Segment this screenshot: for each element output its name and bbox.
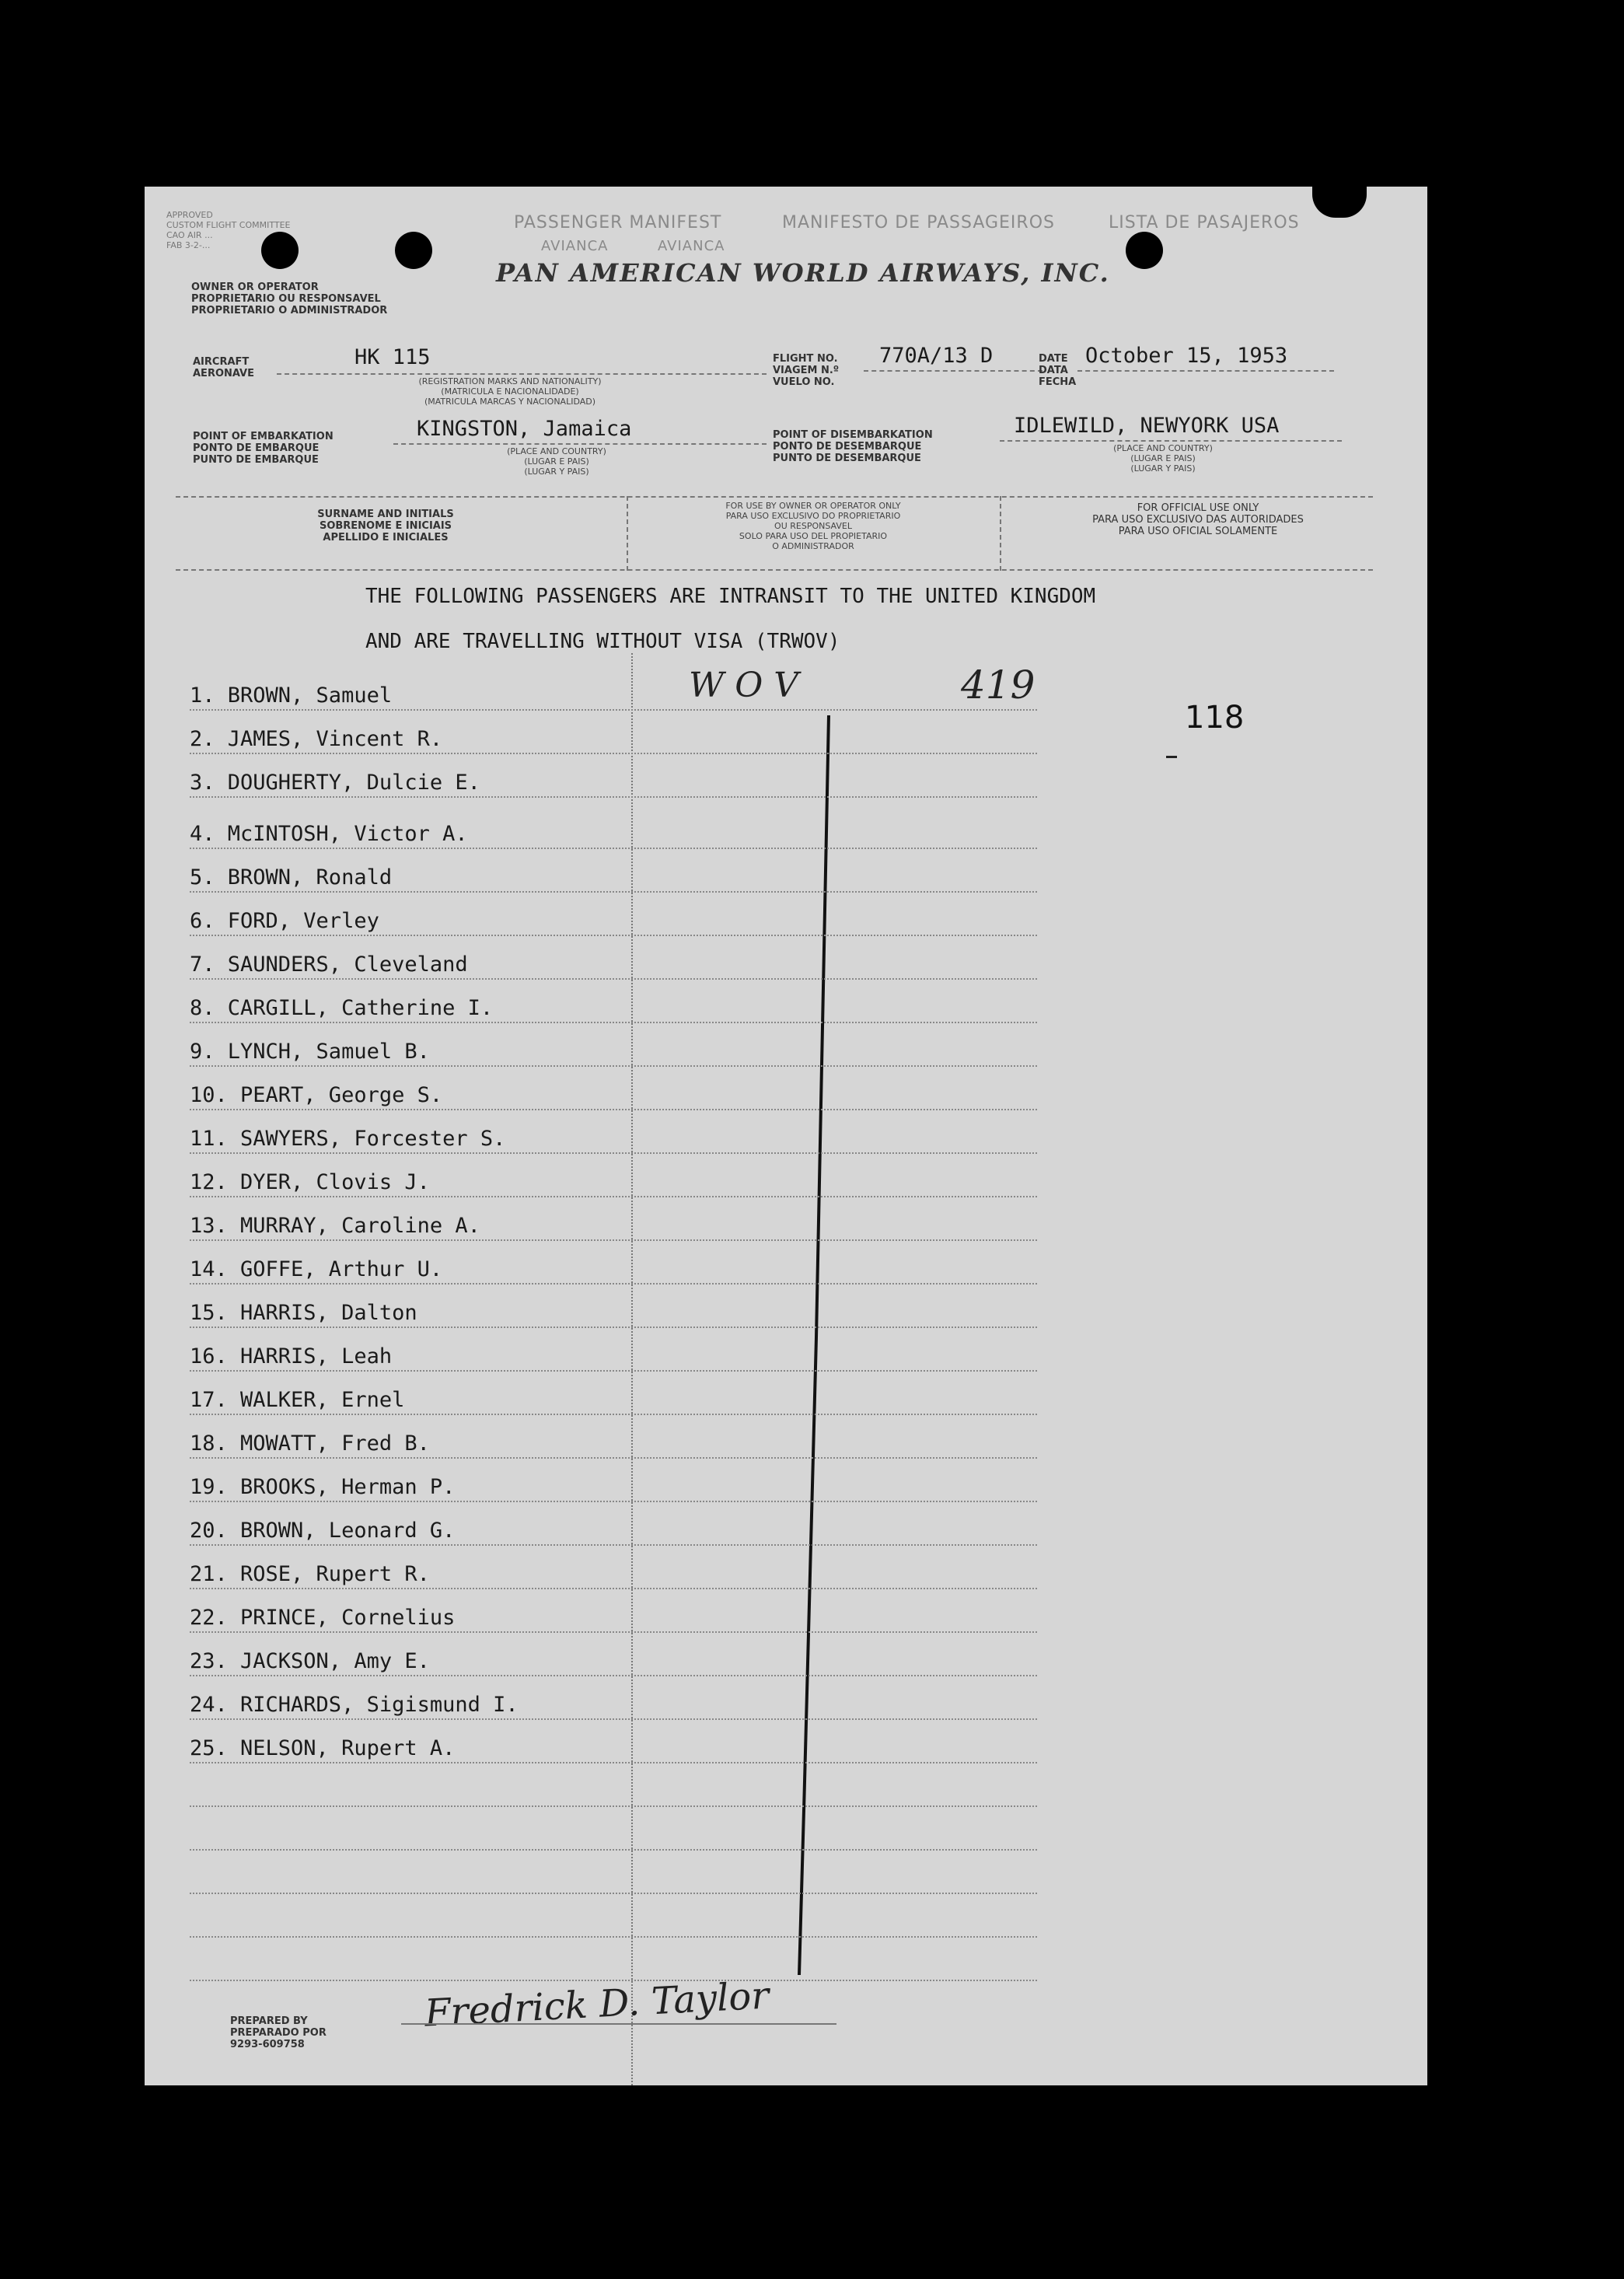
aircraft-sub-line: (MATRICULA MARCAS Y NACIONALIDAD) [424, 397, 596, 407]
punch-hole [1312, 187, 1367, 218]
passenger-row [190, 1197, 1037, 1241]
disembark-label [773, 429, 933, 464]
passenger-name: 2. JAMES, Vincent R. [190, 727, 443, 751]
disembark-sub [1077, 443, 1249, 474]
aircraft-label-pt: AERONAVE [193, 368, 255, 379]
embark-sub-line: (PLACE AND COUNTRY) [507, 446, 606, 456]
approved-line: CUSTOM FLIGHT COMMITTEE [166, 220, 291, 230]
approved-block [166, 210, 291, 250]
passenger-row [190, 1546, 1037, 1589]
col2-header-line: SOLO PARA USO DEL PROPIETARIO [739, 531, 888, 541]
aircraft-value: HK 115 [354, 345, 431, 369]
passenger-row [190, 1720, 1037, 1763]
passenger-row [190, 893, 1037, 936]
owner-label-en: OWNER OR OPERATOR [191, 281, 319, 293]
col2-header-line: O ADMINISTRADOR [772, 541, 854, 551]
aircraft-label [193, 356, 254, 379]
company-name: PAN AMERICAN WORLD AIRWAYS, INC. [496, 258, 1110, 288]
col2-header [642, 501, 984, 551]
flight-label [773, 353, 839, 388]
col1-header-pt: SOBRENOME E INICIAIS [319, 520, 452, 532]
col1-header [253, 509, 518, 544]
prepared-label [230, 2015, 327, 2050]
disembark-value: IDLEWILD, NEWYORK USA [1014, 414, 1280, 438]
flight-rule [864, 370, 1043, 372]
passenger-row [190, 1285, 1037, 1328]
empty-row [190, 1807, 1037, 1851]
passenger-name: 25. NELSON, Rupert A. [190, 1736, 456, 1760]
passenger-row [190, 1154, 1037, 1197]
signature: Fredrick D. Taylor [423, 1973, 770, 2036]
owner-label-pt: PROPRIETARIO OU RESPONSAVEL [191, 293, 381, 305]
date-label-en: DATE [1039, 353, 1068, 365]
embark-sub-line: (LUGAR Y PAIS) [524, 467, 589, 477]
passenger-name: 18. MOWATT, Fred B. [190, 1431, 430, 1456]
col1-header-es: APELLIDO E INICIALES [323, 532, 449, 544]
passenger-row [190, 1110, 1037, 1154]
avianca-label: AVIANCA [658, 238, 725, 254]
passenger-row [190, 1676, 1037, 1720]
date-rule [1077, 370, 1334, 372]
col3-header-es: PARA USO OFICIAL SOLAMENTE [1118, 526, 1278, 537]
aircraft-sub-line: (MATRICULA E NACIONALIDADE) [441, 386, 579, 397]
passenger-row [190, 1328, 1037, 1372]
date-label [1039, 353, 1076, 388]
passenger-row [190, 980, 1037, 1023]
embark-label-en: POINT OF EMBARKATION [193, 431, 334, 442]
wov-annotation: W O V [689, 666, 799, 705]
passenger-row [190, 667, 1037, 711]
manifest-page [145, 187, 1427, 2085]
manifest-title: PASSENGER MANIFEST [514, 213, 722, 232]
passenger-name: 13. MURRAY, Caroline A. [190, 1214, 480, 1238]
aircraft-sub-line: (REGISTRATION MARKS AND NATIONALITY) [418, 376, 602, 386]
date-label-es: FECHA [1039, 376, 1077, 388]
approved-line: APPROVED [166, 210, 213, 220]
passenger-row [190, 936, 1037, 980]
avianca-label: AVIANCA [541, 238, 609, 254]
col3-header-en: FOR OFFICIAL USE ONLY [1137, 502, 1259, 514]
empty-row [190, 1938, 1037, 1981]
punch-hole [395, 232, 432, 269]
col3-header [1023, 502, 1373, 537]
passenger-row [190, 1372, 1037, 1415]
approved-line: FAB 3-2-... [166, 240, 211, 250]
annotation-419: 419 [961, 662, 1036, 708]
col2-header-line: PARA USO EXCLUSIVO DO PROPRIETARIO [725, 511, 901, 521]
aircraft-rule [277, 373, 767, 375]
passenger-name: 9. LYNCH, Samuel B. [190, 1040, 430, 1064]
passenger-row [190, 754, 1037, 798]
passenger-row [190, 1023, 1037, 1067]
passenger-name: 17. WALKER, Ernel [190, 1388, 405, 1412]
passenger-name: 10. PEART, George S. [190, 1083, 443, 1107]
passenger-name: 23. JACKSON, Amy E. [190, 1649, 430, 1673]
owner-label [191, 281, 387, 316]
embark-rule [393, 443, 767, 445]
passenger-name: 11. SAWYERS, Forcester S. [190, 1127, 506, 1151]
form-number: 9293-609758 [230, 2039, 305, 2050]
passenger-row [190, 849, 1037, 893]
passenger-row [190, 1067, 1037, 1110]
passenger-name: 24. RICHARDS, Sigismund I. [190, 1693, 519, 1717]
embark-sub-line: (LUGAR E PAIS) [524, 456, 589, 467]
annotation-118: 118 [1185, 700, 1245, 736]
punch-hole [1126, 232, 1163, 269]
passenger-name: 12. DYER, Clovis J. [190, 1170, 430, 1194]
disembark-sub-line: (LUGAR Y PAIS) [1130, 463, 1196, 474]
owner-label-es: PROPRIETARIO O ADMINISTRADOR [191, 305, 388, 316]
passenger-name: 20. BROWN, Leonard G. [190, 1519, 456, 1543]
disembark-label-en: POINT OF DISEMBARKATION [773, 429, 933, 441]
empty-row [190, 1851, 1037, 1894]
passenger-row [190, 711, 1037, 754]
passenger-name: 21. ROSE, Rupert R. [190, 1562, 430, 1586]
passenger-name: 15. HARRIS, Dalton [190, 1301, 417, 1325]
notice-line-2: AND ARE TRAVELLING WITHOUT VISA (TRWOV) [365, 630, 840, 653]
passenger-row [190, 806, 1037, 849]
flight-label-pt: VIAGEM N.º [773, 365, 840, 376]
column-divider [627, 496, 628, 571]
header-top-rule [176, 496, 1373, 498]
passenger-name: 4. McINTOSH, Victor A. [190, 822, 468, 846]
passenger-name: 1. BROWN, Samuel [190, 683, 393, 708]
signature-rule [401, 2023, 836, 2025]
passenger-row [190, 1459, 1037, 1502]
passenger-row [190, 1241, 1037, 1285]
passenger-name: 8. CARGILL, Catherine I. [190, 996, 494, 1020]
manifest-title-es: LISTA DE PASAJEROS [1109, 213, 1300, 232]
passenger-name: 22. PRINCE, Cornelius [190, 1606, 456, 1630]
flight-label-en: FLIGHT NO. [773, 353, 838, 365]
embark-label [193, 431, 334, 466]
manifest-title-pt: MANIFESTO DE PASSAGEIROS [782, 213, 1055, 232]
passenger-row [190, 1502, 1037, 1546]
passenger-name: 16. HARRIS, Leah [190, 1344, 393, 1368]
disembark-label-pt: PONTO DE DESEMBARQUE [773, 441, 922, 453]
date-value: October 15, 1953 [1085, 344, 1288, 368]
annotation-dash [1166, 756, 1177, 758]
passenger-name: 3. DOUGHERTY, Dulcie E. [190, 771, 480, 795]
col1-header-en: SURNAME AND INITIALS [317, 509, 454, 520]
passenger-name: 14. GOFFE, Arthur U. [190, 1257, 443, 1281]
disembark-sub-line: (PLACE AND COUNTRY) [1113, 443, 1213, 453]
embark-label-pt: PONTO DE EMBARQUE [193, 442, 320, 454]
passenger-row [190, 1633, 1037, 1676]
passenger-name: 6. FORD, Verley [190, 909, 379, 933]
approved-line: CAO AIR ... [166, 230, 213, 240]
embark-label-es: PUNTO DE EMBARQUE [193, 454, 319, 466]
passenger-row [190, 1415, 1037, 1459]
aircraft-sub [347, 376, 673, 407]
passenger-row [190, 1589, 1037, 1633]
passenger-name: 7. SAUNDERS, Cleveland [190, 952, 468, 977]
flight-label-es: VUELO NO. [773, 376, 835, 388]
empty-row [190, 1763, 1037, 1807]
col2-header-line: OU RESPONSAVEL [774, 521, 852, 531]
header-bottom-rule [176, 569, 1373, 571]
row-line [190, 1980, 1037, 1981]
aircraft-label-en: AIRCRAFT [193, 356, 250, 368]
row-line [190, 796, 1037, 798]
column-divider [1000, 496, 1001, 571]
disembark-sub-line: (LUGAR E PAIS) [1130, 453, 1196, 463]
passenger-name: 19. BROOKS, Herman P. [190, 1475, 456, 1499]
date-label-pt: DATA [1039, 365, 1068, 376]
embark-value: KINGSTON, Jamaica [417, 417, 632, 441]
notice-line-1: THE FOLLOWING PASSENGERS ARE INTRANSIT TO THE UNITED KINGDOM [365, 585, 1096, 608]
prepared-label-pt: PREPARADO POR [230, 2027, 327, 2039]
passenger-name: 5. BROWN, Ronald [190, 865, 393, 890]
col3-header-pt: PARA USO EXCLUSIVO DAS AUTORIDADES [1092, 514, 1304, 526]
disembark-rule [1000, 440, 1342, 442]
embark-sub [471, 446, 642, 477]
flight-value: 770A/13 D [879, 344, 994, 368]
disembark-label-es: PUNTO DE DESEMBARQUE [773, 453, 921, 464]
col2-header-line: FOR USE BY OWNER OR OPERATOR ONLY [725, 501, 901, 511]
empty-row [190, 1894, 1037, 1938]
prepared-label-en: PREPARED BY [230, 2015, 308, 2027]
